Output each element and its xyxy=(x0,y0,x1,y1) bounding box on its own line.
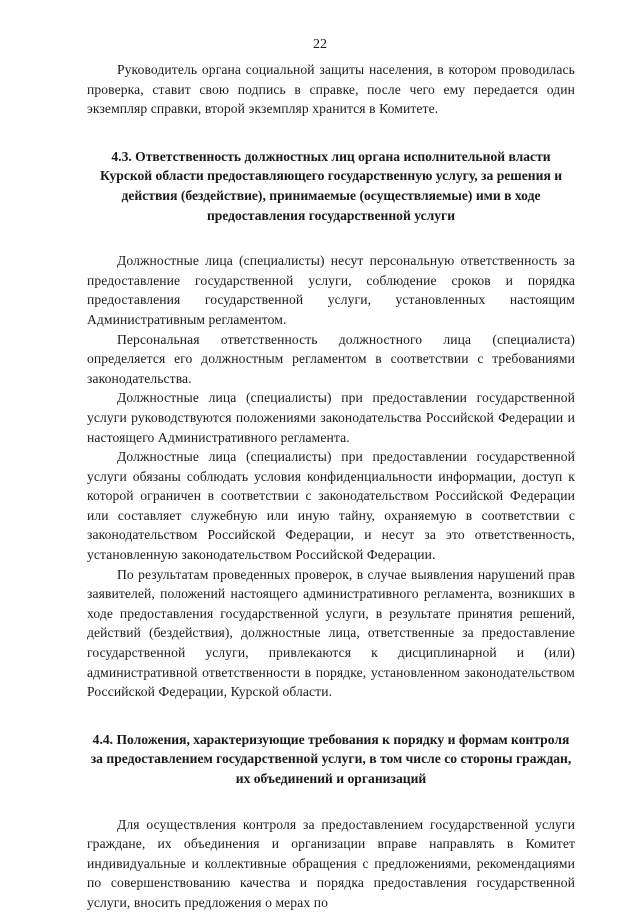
section-4-3-heading: 4.3. Ответственность должностных лиц органа исполнительной власти Курской области предоставляющего государственную услугу, за решения и действия (бездействие), принимаемые (осуществляемые) ими в ходе предоставления государственной услуги xyxy=(99,148,563,223)
page-number: 22 xyxy=(313,37,327,52)
section-4-3-paragraph: Должностные лица (специалисты) при предоставлении государственной услуги руководствуются положениями законодательства Российской Федерации и настоящего Административного регламента. xyxy=(87,390,575,445)
section-4-3-paragraph: По результатам проведенных проверок, в случае выявления нарушений прав заявителей, положений настоящего административного регламента, возникших в ходе предоставления государственной услуги, в результате принятия решений, действий (бездействия), должностные лица, ответственные за предоставление государственной услуги, привлекаются к дисциплинарной и (или) административной ответственности в порядке, установленном законодательством Российской Федерации, Курской области. xyxy=(87,566,575,700)
section-4-3-paragraph: Должностные лица (специалисты) при предоставлении государственной услуги обязаны соблюдать условия конфиденциальности информации, доступ к которой ограничен в соответствии с законодательством Российской Федерации или составляет служебную или иную тайну, охраняемую в соответствии с законодательством Российской Федерации, и несут за это ответственность, установленную законодательством Российской Федерации. xyxy=(87,449,575,563)
section-4-4-paragraph: Для осуществления контроля за предоставлением государственной услуги граждане, их объединения и организации вправе направлять в Комитет индивидуальные и коллективные обращения с предложениями, рекомендациями по совершенствованию качества и порядка предоставления государственной услуги, вносить предложения о мерах по xyxy=(87,816,575,910)
section-4-4-heading: 4.4. Положения, характеризующие требования к порядку и формам контроля за предоставлением государственной услуги, в том числе со стороны граждан, их объединений и организаций xyxy=(90,731,572,786)
section-4-3-paragraph: Должностные лица (специалисты) несут персональную ответственность за предоставление государственной услуги, соблюдение сроков и порядка предоставления государственной услуги, установленных настоящим Административным регламентом. xyxy=(87,253,575,327)
intro-paragraph: Руководитель органа социальной защиты населения, в котором проводилась проверка, ставит свою подпись в справке, после чего ему передается один экземпляр справки, второй экземпляр хранится в Комитете. xyxy=(87,62,575,117)
document-body xyxy=(87,60,575,913)
section-4-3-paragraph: Персональная ответственность должностного лица (специалиста) определяется его должностным регламентом в соответствии с требованиями законодательства. xyxy=(87,331,575,386)
